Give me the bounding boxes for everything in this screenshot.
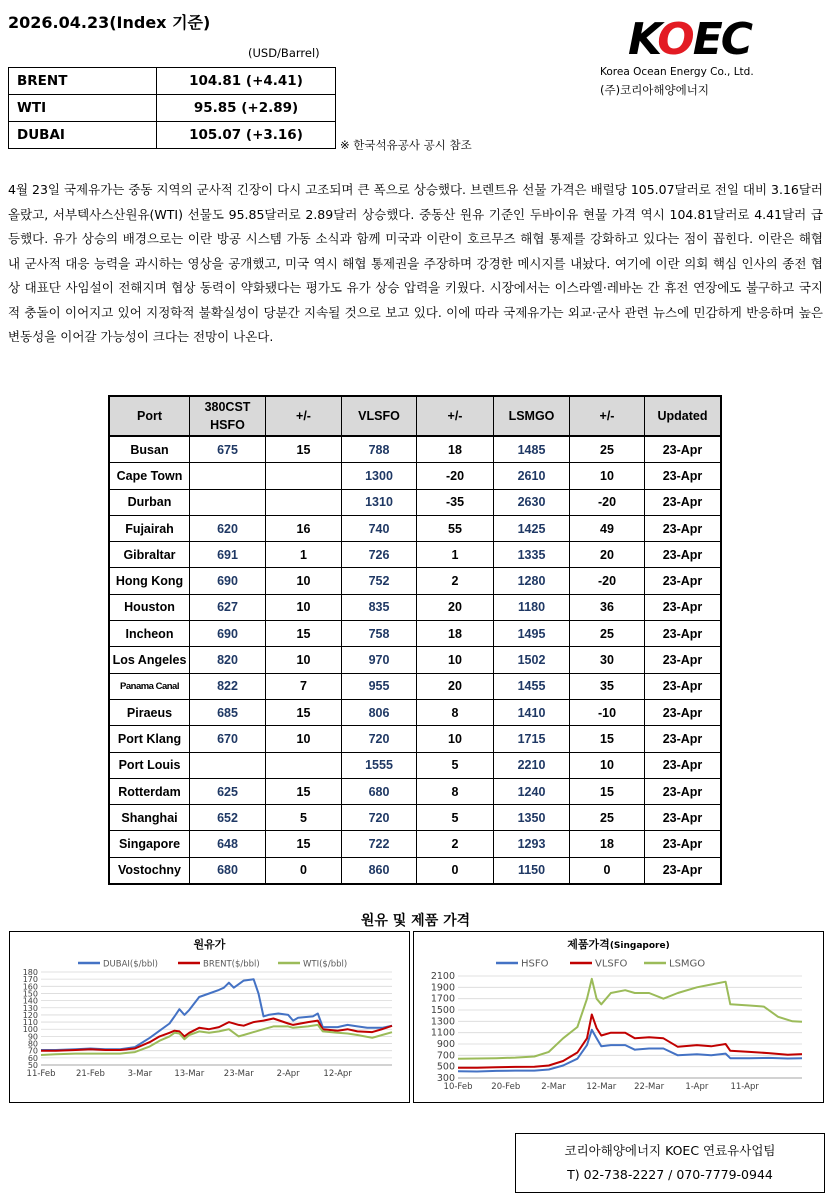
bunker-price-rows <box>109 436 721 884</box>
row-vlsfo-change: 20 <box>417 673 494 699</box>
row-updated: 23-Apr <box>645 752 722 778</box>
row-hsfo-change <box>266 489 342 515</box>
row-lsmgo: 1280 <box>494 568 570 594</box>
row-vlsfo-change: 2 <box>417 568 494 594</box>
row-hsfo-change: 0 <box>266 857 342 884</box>
x-tick-label: 13-Mar <box>174 1069 205 1079</box>
row-updated: 23-Apr <box>645 647 722 673</box>
row-hsfo: 822 <box>190 673 266 699</box>
table-row <box>109 621 721 647</box>
row-vlsfo-change: -20 <box>417 463 494 489</box>
y-tick-label: 1700 <box>430 993 455 1005</box>
row-hsfo-change: 16 <box>266 515 342 541</box>
row-port: Hong Kong <box>109 568 190 594</box>
row-hsfo: 690 <box>190 568 266 594</box>
row-hsfo: 625 <box>190 778 266 804</box>
row-hsfo <box>190 463 266 489</box>
row-lsmgo: 1335 <box>494 542 570 568</box>
row-vlsfo-change: 10 <box>417 726 494 752</box>
table-row <box>109 699 721 725</box>
row-port: Panama Canal <box>109 673 190 699</box>
y-tick-label: 60 <box>27 1053 38 1063</box>
row-lsmgo-change: -20 <box>570 489 645 515</box>
row-lsmgo: 1150 <box>494 857 570 884</box>
y-tick-label: 1500 <box>430 1005 455 1016</box>
bunker-price-table <box>108 395 722 885</box>
x-tick-label: 2-Mar <box>541 1082 566 1092</box>
row-lsmgo-change: 25 <box>570 436 645 463</box>
y-tick-label: 80 <box>27 1039 38 1049</box>
row-port: Singapore <box>109 831 190 857</box>
row-hsfo-change: 10 <box>266 647 342 673</box>
row-hsfo: 820 <box>190 647 266 673</box>
row-lsmgo-change: -10 <box>570 699 645 725</box>
row-lsmgo: 2210 <box>494 752 570 778</box>
row-lsmgo-change: 18 <box>570 831 645 857</box>
row-lsmgo: 1240 <box>494 778 570 804</box>
table-row <box>109 568 721 594</box>
row-updated: 23-Apr <box>645 621 722 647</box>
table-row <box>109 515 721 541</box>
table-row <box>109 726 721 752</box>
chart-title: 원유가 <box>193 938 226 951</box>
row-vlsfo: 722 <box>342 831 417 857</box>
contact-phone: T) 02-738-2227 / 070-7779-0944 <box>567 1167 773 1182</box>
x-tick-label: 12-Apr <box>323 1069 352 1079</box>
table-row <box>109 778 721 804</box>
y-tick-label: 160 <box>22 982 38 992</box>
logo-mark <box>628 14 751 65</box>
y-tick-label: 120 <box>22 1010 38 1020</box>
row-hsfo-change: 1 <box>266 542 342 568</box>
contact-team: 코리아해양에너지 KOEC 연료유사업팀 <box>564 1143 776 1158</box>
table-row <box>109 489 721 515</box>
y-tick-label: 150 <box>22 989 38 999</box>
row-vlsfo: 806 <box>342 699 417 725</box>
row-vlsfo: 720 <box>342 805 417 831</box>
row-hsfo: 627 <box>190 594 266 620</box>
col-header-lsmgo-change: +/- <box>570 396 645 436</box>
col-header-updated: Updated <box>645 396 722 436</box>
product-price-chart <box>413 931 824 1103</box>
row-port: Houston <box>109 594 190 620</box>
row-lsmgo: 2630 <box>494 489 570 515</box>
row-lsmgo: 1350 <box>494 805 570 831</box>
contact-box <box>515 1133 825 1193</box>
row-vlsfo: 955 <box>342 673 417 699</box>
row-vlsfo: 720 <box>342 726 417 752</box>
row-vlsfo-change: 8 <box>417 699 494 725</box>
row-hsfo-change: 15 <box>266 436 342 463</box>
row-vlsfo: 758 <box>342 621 417 647</box>
row-hsfo: 680 <box>190 857 266 884</box>
row-lsmgo-change: 30 <box>570 647 645 673</box>
row-lsmgo-change: 10 <box>570 752 645 778</box>
row-lsmgo: 1293 <box>494 831 570 857</box>
row-port: Shanghai <box>109 805 190 831</box>
legend-label: LSMGO <box>669 958 706 970</box>
row-hsfo <box>190 752 266 778</box>
y-tick-label: 1100 <box>430 1027 455 1039</box>
row-port: Piraeus <box>109 699 190 725</box>
legend-label: HSFO <box>521 958 549 970</box>
row-hsfo-change: 15 <box>266 778 342 804</box>
x-tick-label: 11-Apr <box>730 1082 759 1092</box>
row-lsmgo-change: 20 <box>570 542 645 568</box>
row-vlsfo: 740 <box>342 515 417 541</box>
row-vlsfo-change: 5 <box>417 752 494 778</box>
x-tick-label: 2-Apr <box>276 1069 300 1079</box>
row-vlsfo-change: 8 <box>417 778 494 804</box>
col-header-hsfo-change: +/- <box>266 396 342 436</box>
row-port: Rotterdam <box>109 778 190 804</box>
row-port: Durban <box>109 489 190 515</box>
table-row <box>109 831 721 857</box>
index-row <box>9 68 336 95</box>
y-tick-label: 50 <box>27 1061 38 1070</box>
market-commentary: 4월 23일 국제유가는 중동 지역의 군사적 긴장이 다시 고조되며 큰 폭으로 상승했다. 브렌트유 선물 가격은 배럴당 105.07달러로 전일 대비 3.16달러 올랐고, 서부텍사스산원유(WTI) 선물도 95.85달러로 2.89달러 상승했다. 중동산 원유 기준인 두바이유 현물 가격 역시 104.81달러로 4.41달러 급등했다. 유가 상승의 배경으로는 이란 방공 시스템 가동 소식과 함께 미국과 이란이 호르무즈 해협 통제를 강화하고 있다는 점이 꼽힌다. 이란은 해협 내 군사적 대응 능력을 과시하는 영상을 공개했고, 미국 역시 해협 통제권을 주장하며 강경한 메시지를 내놨다. 여기에 이란 의회 핵심 인사의 종전 협상 대표단 사임설이 전해지며 협상 동력이 약화됐다는 평가도 유가 상승 압력을 키웠다. 시장에서는 이스라엘·레바논 간 휴전 연장에도 불구하고 국지적 충돌이 이어지고 있어 지정학적 불확실성이 당분간 지속될 것으로 보고 있다. 이에 따라 국제유가는 외교·군사 관련 뉴스에 민감하게 반응하며 높은 변동성을 이어갈 가능성이 크다는 전망이 나온다. <box>8 182 823 344</box>
legend-label: VLSFO <box>595 958 628 970</box>
row-vlsfo-change: 2 <box>417 831 494 857</box>
row-vlsfo-change: 10 <box>417 647 494 673</box>
row-hsfo-change: 10 <box>266 568 342 594</box>
row-hsfo: 620 <box>190 515 266 541</box>
index-value: 95.85 (+2.89) <box>157 95 336 122</box>
table-row <box>109 857 721 884</box>
table-header-row <box>109 396 721 436</box>
row-hsfo-change: 15 <box>266 831 342 857</box>
row-hsfo: 685 <box>190 699 266 725</box>
x-tick-label: 21-Feb <box>75 1069 105 1079</box>
row-lsmgo: 1485 <box>494 436 570 463</box>
row-lsmgo-change: 35 <box>570 673 645 699</box>
row-port: Port Klang <box>109 726 190 752</box>
row-lsmgo-change: 49 <box>570 515 645 541</box>
index-value: 105.07 (+3.16) <box>157 122 336 149</box>
y-tick-label: 900 <box>436 1039 455 1050</box>
row-vlsfo: 1300 <box>342 463 417 489</box>
row-port: Gibraltar <box>109 542 190 568</box>
row-vlsfo: 970 <box>342 647 417 673</box>
row-vlsfo-change: 20 <box>417 594 494 620</box>
col-header-vlsfo: VLSFO <box>342 396 417 436</box>
row-vlsfo: 1555 <box>342 752 417 778</box>
index-name: BRENT <box>9 68 157 95</box>
col-header-hsfo <box>190 396 266 436</box>
index-row <box>9 122 336 149</box>
table-row <box>109 805 721 831</box>
row-updated: 23-Apr <box>645 594 722 620</box>
product-price-chart-svg <box>414 932 823 1102</box>
row-port: Los Angeles <box>109 647 190 673</box>
y-tick-label: 70 <box>27 1046 38 1056</box>
y-tick-label: 180 <box>22 968 38 977</box>
x-tick-label: 10-Feb <box>443 1082 473 1092</box>
logo-english-name: Korea Ocean Energy Co., Ltd. <box>600 66 754 78</box>
row-lsmgo-change: 0 <box>570 857 645 884</box>
row-vlsfo: 680 <box>342 778 417 804</box>
y-tick-label: 130 <box>22 1003 38 1013</box>
table-row <box>109 436 721 463</box>
x-tick-label: 3-Mar <box>127 1069 153 1079</box>
row-hsfo: 648 <box>190 831 266 857</box>
y-tick-label: 700 <box>436 1050 455 1062</box>
row-updated: 23-Apr <box>645 726 722 752</box>
row-lsmgo: 1180 <box>494 594 570 620</box>
row-vlsfo: 788 <box>342 436 417 463</box>
row-lsmgo: 1715 <box>494 726 570 752</box>
col-header-lsmgo: LSMGO <box>494 396 570 436</box>
row-port: Port Louis <box>109 752 190 778</box>
row-hsfo-change: 15 <box>266 621 342 647</box>
row-vlsfo: 752 <box>342 568 417 594</box>
col-header-hsfo-label: 380CST HSFO <box>204 400 251 432</box>
row-port: Fujairah <box>109 515 190 541</box>
table-row <box>109 542 721 568</box>
y-tick-label: 1900 <box>430 982 455 994</box>
row-lsmgo-change: 25 <box>570 621 645 647</box>
y-tick-label: 500 <box>436 1061 455 1073</box>
row-hsfo-change: 10 <box>266 726 342 752</box>
y-tick-label: 300 <box>436 1073 455 1084</box>
row-hsfo: 690 <box>190 621 266 647</box>
x-tick-label: 12-Mar <box>586 1082 617 1092</box>
y-tick-label: 90 <box>27 1032 38 1042</box>
row-hsfo-change: 15 <box>266 699 342 725</box>
row-lsmgo: 1410 <box>494 699 570 725</box>
crude-price-chart-svg <box>10 932 409 1102</box>
y-tick-label: 2100 <box>430 971 455 982</box>
table-row <box>109 752 721 778</box>
row-lsmgo-change: 15 <box>570 726 645 752</box>
y-tick-label: 140 <box>22 996 38 1006</box>
logo-korean-name: (주)코리아해양에너지 <box>600 83 709 97</box>
row-lsmgo-change: -20 <box>570 568 645 594</box>
index-name: DUBAI <box>9 122 157 149</box>
row-lsmgo: 1495 <box>494 621 570 647</box>
y-tick-label: 100 <box>22 1025 38 1035</box>
y-tick-label: 1300 <box>430 1016 455 1028</box>
row-vlsfo-change: 1 <box>417 542 494 568</box>
table-row <box>109 647 721 673</box>
index-value: 104.81 (+4.41) <box>157 68 336 95</box>
row-hsfo-change <box>266 752 342 778</box>
series-line <box>41 1019 392 1051</box>
table-row <box>109 594 721 620</box>
row-lsmgo: 1455 <box>494 673 570 699</box>
logo-mark-k: K <box>628 14 658 65</box>
row-port: Vostochny <box>109 857 190 884</box>
company-logo <box>598 14 798 104</box>
row-vlsfo-change: 18 <box>417 436 494 463</box>
row-port: Busan <box>109 436 190 463</box>
legend-label: WTI($/bbl) <box>303 959 348 970</box>
row-vlsfo-change: 0 <box>417 857 494 884</box>
row-hsfo: 670 <box>190 726 266 752</box>
x-tick-label: 11-Feb <box>26 1069 56 1079</box>
x-tick-label: 20-Feb <box>491 1082 521 1092</box>
row-vlsfo: 835 <box>342 594 417 620</box>
row-hsfo: 691 <box>190 542 266 568</box>
row-lsmgo: 2610 <box>494 463 570 489</box>
row-lsmgo-change: 36 <box>570 594 645 620</box>
y-tick-label: 170 <box>22 975 38 985</box>
index-row <box>9 95 336 122</box>
row-lsmgo-change: 25 <box>570 805 645 831</box>
row-updated: 23-Apr <box>645 542 722 568</box>
row-lsmgo-change: 15 <box>570 778 645 804</box>
row-vlsfo: 860 <box>342 857 417 884</box>
logo-mark-o: O <box>657 14 693 65</box>
x-tick-label: 1-Apr <box>685 1082 709 1092</box>
row-updated: 23-Apr <box>645 778 722 804</box>
row-vlsfo-change: 5 <box>417 805 494 831</box>
row-lsmgo: 1502 <box>494 647 570 673</box>
row-updated: 23-Apr <box>645 515 722 541</box>
index-price-table <box>8 67 336 149</box>
row-vlsfo: 726 <box>342 542 417 568</box>
row-updated: 23-Apr <box>645 805 722 831</box>
col-header-vlsfo-change: +/- <box>417 396 494 436</box>
index-name: WTI <box>9 95 157 122</box>
row-vlsfo-change: 55 <box>417 515 494 541</box>
row-updated: 23-Apr <box>645 436 722 463</box>
row-updated: 23-Apr <box>645 699 722 725</box>
legend-label: DUBAI($/bbl) <box>103 959 158 970</box>
series-line <box>458 1015 802 1068</box>
row-hsfo: 675 <box>190 436 266 463</box>
table-row <box>109 673 721 699</box>
crude-price-chart <box>9 931 410 1103</box>
row-updated: 23-Apr <box>645 831 722 857</box>
chart-section-title: 원유 및 제품 가격 <box>360 913 471 929</box>
row-vlsfo-change: 18 <box>417 621 494 647</box>
row-updated: 23-Apr <box>645 568 722 594</box>
row-lsmgo: 1425 <box>494 515 570 541</box>
row-port: Incheon <box>109 621 190 647</box>
logo-mark-ec: EC <box>692 14 752 65</box>
legend-label: BRENT($/bbl) <box>203 959 260 970</box>
row-hsfo: 652 <box>190 805 266 831</box>
row-updated: 23-Apr <box>645 463 722 489</box>
row-hsfo-change: 10 <box>266 594 342 620</box>
row-port: Cape Town <box>109 463 190 489</box>
col-header-port: Port <box>109 396 190 436</box>
x-tick-label: 23-Mar <box>223 1069 254 1079</box>
table-row <box>109 463 721 489</box>
row-updated: 23-Apr <box>645 489 722 515</box>
row-lsmgo-change: 10 <box>570 463 645 489</box>
row-hsfo-change <box>266 463 342 489</box>
y-tick-label: 110 <box>22 1018 38 1028</box>
chart-title-suffix: (Singapore) <box>609 941 670 951</box>
row-hsfo <box>190 489 266 515</box>
source-note: ※ 한국석유공사 공시 참조 <box>340 138 472 152</box>
unit-label: (USD/Barrel) <box>248 46 320 60</box>
row-vlsfo: 1310 <box>342 489 417 515</box>
row-vlsfo-change: -35 <box>417 489 494 515</box>
row-updated: 23-Apr <box>645 857 722 884</box>
x-tick-label: 22-Mar <box>634 1082 665 1092</box>
row-updated: 23-Apr <box>645 673 722 699</box>
row-hsfo-change: 7 <box>266 673 342 699</box>
row-hsfo-change: 5 <box>266 805 342 831</box>
chart-title: 제품가격(Singapore) <box>567 938 670 951</box>
report-title: 2026.04.23(Index 기준) <box>8 13 211 32</box>
